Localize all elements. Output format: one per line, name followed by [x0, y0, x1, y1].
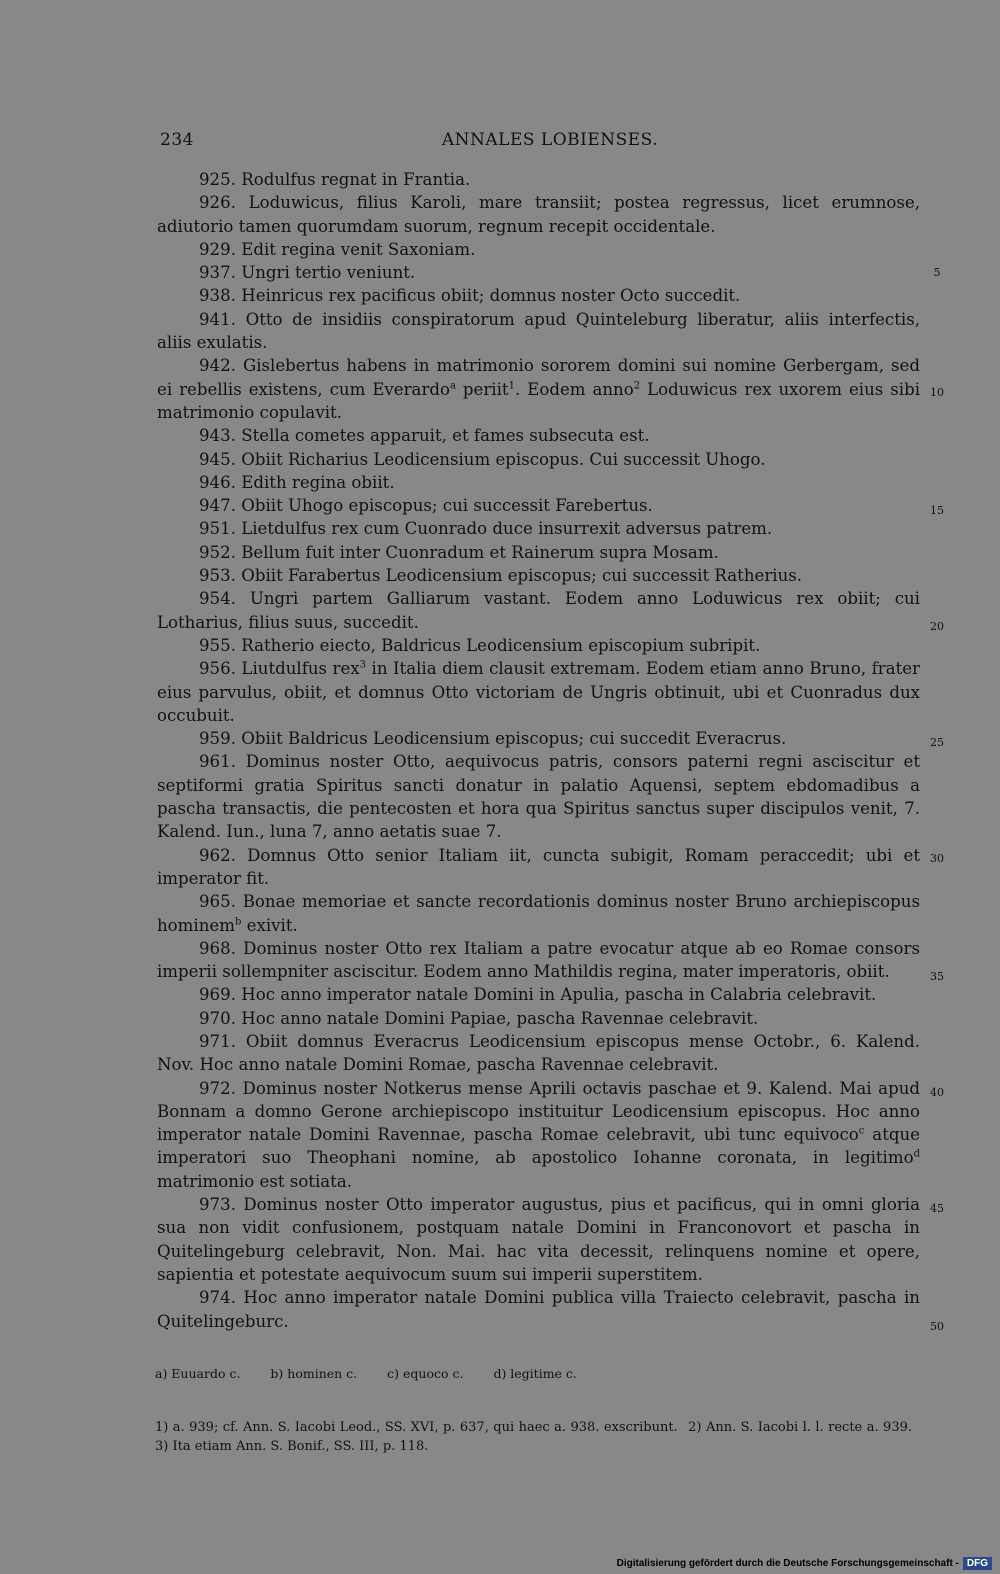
digitization-credit: [617, 1557, 992, 1570]
line-number: 25: [930, 736, 944, 749]
annal-entry: 951. Lietdulfus rex cum Cuonrado duce insurrexit adversus patrem.: [199, 519, 773, 539]
annal-entry: 974. Hoc anno imperator natale Domini publica villa Traiecto celebravit, pascha in Quitelingeburc.: [157, 1288, 920, 1331]
annal-entry: 973. Dominus noster Otto imperator augustus, pius et pacificus, qui in omni gloria sua non vidit confusionem, postquam natale Domini in Franconovort et pascha in Quitelingeburg celebravit, Non. Mai. hac vita decessit, relinquens nomine et opere, sapientia et potestate aequivocum suum sui imperii superstitem.: [157, 1195, 920, 1284]
line-number: 20: [930, 620, 944, 633]
line-number: 50: [930, 1320, 944, 1333]
annal-entry: 945. Obiit Richarius Leodicensium episcopus. Cui successit Uhogo.: [199, 449, 766, 469]
annal-entry: 968. Dominus noster Otto rex Italiam a patre evocatur atque ab eo Romae consors imperii sollempniter asciscitur. Eodem anno Mathildis regina, mater imperatoris, obiit.: [157, 938, 920, 982]
apparatus-note: a) Euuardo c.: [155, 1366, 241, 1381]
running-title: ANNALES LOBIENSES.: [441, 130, 659, 150]
apparatus-note: c) equoco c.: [387, 1366, 464, 1381]
page-number: 234: [160, 130, 194, 150]
apparatus-ref: a: [450, 380, 456, 392]
footnotes: [155, 1418, 918, 1456]
footnote-ref: 1: [508, 380, 515, 392]
annal-entry: 938. Heinricus rex pacificus obiit; domnus noster Octo succedit.: [199, 286, 741, 306]
annal-entry: 942. Gislebertus habens in matrimonio sororem domini sui nomine Gerbergam, sed ei rebellis existens, cum Everardo$^a$ periit$^1$. Eodem anno$^2$ Loduwicus rex uxorem eius sibi matrimonio copulavit.: [157, 356, 921, 422]
footnote: 2) Ann. S. Iacobi l. l. recte a. 939.: [688, 1420, 912, 1435]
apparatus-ref: b: [234, 915, 242, 927]
line-number: 10: [930, 386, 944, 399]
annal-entry: 929. Edit regina venit Saxoniam.: [199, 239, 476, 259]
dfg-logo: DFG: [963, 1557, 992, 1570]
line-number: 45: [930, 1202, 944, 1215]
annal-entry: 965. Bonae memoriae et sancte recordationis dominus noster Bruno archiepiscopus hominem$^b$ exivit.: [157, 892, 920, 935]
annal-entry: 946. Edith regina obiit.: [199, 472, 395, 492]
footnote: 3) Ita etiam Ann. S. Bonif., SS. III, p. 118.: [155, 1439, 429, 1454]
page-header: [160, 130, 940, 152]
annal-entry: 962. Domnus Otto senior Italiam iit, cuncta subigit, Romam peraccedit; ubi et imperator fit.: [157, 845, 920, 888]
annal-entry: 961. Dominus noster Otto, aequivocus patris, consors paterni regni asciscitur et septiformi gratia Spiritus sancti donatur in palatio Aquensi, septem ebdomadibus a pascha transactis, die pentecosten et hora qua Spiritus sanctus super discipulos venit, 7. Kalend. Iun., luna 7, anno aetatis suae 7.: [157, 752, 920, 842]
apparatus-note: d) legitime c.: [493, 1366, 577, 1381]
annal-entry: 969. Hoc anno imperator natale Domini in Apulia, pascha in Calabria celebravit.: [199, 985, 877, 1005]
annal-entry: 971. Obiit domnus Everacrus Leodicensium episcopus mense Octobr., 6. Kalend. Nov. Hoc anno natale Domini Romae, pascha Ravennae celebravit.: [157, 1031, 920, 1075]
apparatus-ref: c: [858, 1125, 865, 1137]
annal-entry: 941. Otto de insidiis conspiratorum apud Quinteleburg liberatur, aliis interfectis, aliis exulatis.: [157, 309, 920, 353]
annal-entry: 937. Ungri tertio veniunt.: [199, 263, 416, 283]
annal-entry: 955. Ratherio eiecto, Baldricus Leodicensium episcopium subripit.: [199, 635, 761, 655]
critical-apparatus: [155, 1366, 925, 1381]
annal-entry: 943. Stella cometes apparuit, et fames subsecuta est.: [199, 426, 650, 446]
annal-entry: 956. Liutdulfus rex$^3$ in Italia diem clausit extremam. Eodem etiam anno Bruno, frater eius parvulus, obiit, et domnus Otto victoriam de Ungris obtinuit, ubi et Cuonradus dux occubuit.: [157, 659, 920, 725]
annals-text: [157, 168, 920, 1333]
line-number: 30: [930, 852, 944, 865]
annal-entry: 954. Ungri partem Galliarum vastant. Eodem anno Loduwicus rex obiit; cui Lotharius, filius suus, succedit.: [157, 589, 920, 632]
annal-entry: 953. Obiit Farabertus Leodicensium episcopus; cui successit Ratherius.: [199, 566, 803, 586]
line-number: 35: [930, 970, 944, 983]
annal-entry: 925. Rodulfus regnat in Frantia.: [199, 170, 471, 189]
footnote: 1) a. 939; cf. Ann. S. Iacobi Leod., SS. XVI, p. 637, qui haec a. 938. exscribunt.: [155, 1420, 678, 1435]
annal-entry: 970. Hoc anno natale Domini Papiae, pascha Ravennae celebravit.: [199, 1008, 759, 1028]
line-number: 40: [930, 1086, 944, 1099]
annal-entry: 947. Obiit Uhogo episcopus; cui successit Farebertus.: [199, 496, 653, 516]
apparatus-ref: d: [913, 1148, 920, 1160]
annal-entry: 952. Bellum fuit inter Cuonradum et Rainerum supra Mosam.: [199, 542, 719, 562]
footnote-ref: 3: [359, 659, 367, 671]
line-number: 15: [930, 504, 944, 517]
annal-entry: 972. Dominus noster Notkerus mense Aprili octavis paschae et 9. Kalend. Mai apud Bonnam a domno Gerone archiepiscopo instituitur Leodicensium episcopus. Hoc anno imperator natale Domini Ravennae, pascha Romae celebravit, ubi tunc equivoco$^c$ atque imperatori suo Theophani nomine, ab apostolico Iohanne coronata, in legitimo$^d$ matrimonio est sotiata.: [157, 1078, 921, 1191]
annal-entry: 959. Obiit Baldricus Leodicensium episcopus; cui succedit Everacrus.: [199, 729, 787, 749]
line-number: 5: [933, 266, 941, 279]
annal-entry: 926. Loduwicus, filius Karoli, mare transiit; postea regressus, licet erumnose, adiutorio tamen quorumdam suorum, regnum recepit occidentale.: [157, 193, 920, 236]
credit-text: Digitalisierung gefördert durch die Deutsche Forschungsgemeinschaft -: [616, 1558, 959, 1569]
apparatus-note: b) hominen c.: [270, 1366, 358, 1381]
footnote-ref: 2: [633, 380, 641, 392]
